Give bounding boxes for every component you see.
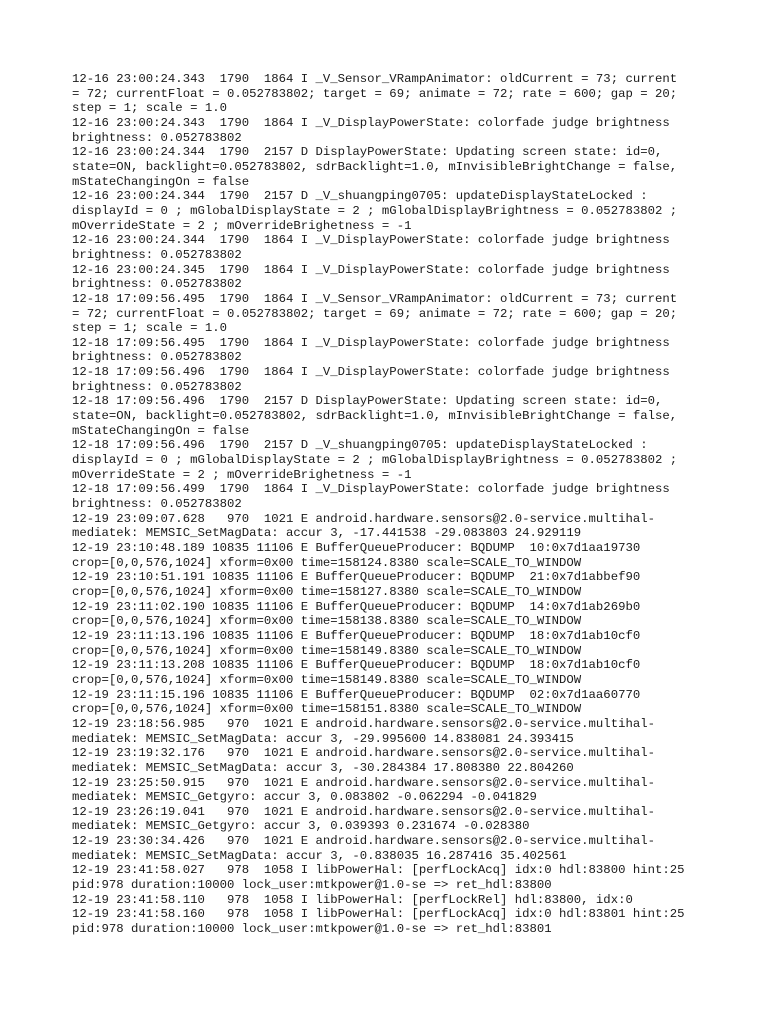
log-line: 12-19 23:41:58.027 978 1058 I libPowerHal: [perfLockAcq] idx:0 hdl:83800 hint:25 bbox=[72, 863, 685, 878]
log-line: state=ON, backlight=0.052783802, sdrBacklight=1.0, mInvisibleBrightChange = false, bbox=[72, 159, 678, 174]
log-line: 12-18 17:09:56.499 1790 1864 I _V_DisplayPowerState: colorfade judge brightness bbox=[72, 482, 670, 497]
log-line: crop=[0,0,576,1024] xform=0x00 time=158127.8380 scale=SCALE_TO_WINDOW bbox=[72, 584, 582, 599]
log-line: 12-16 23:00:24.343 1790 1864 I _V_Sensor_VRampAnimator: oldCurrent = 73; current bbox=[72, 72, 678, 86]
log-line: brightness: 0.052783802 bbox=[72, 350, 242, 365]
log-line: 12-18 17:09:56.496 1790 1864 I _V_DisplayPowerState: colorfade judge brightness bbox=[72, 365, 670, 380]
log-line: 12-19 23:41:58.110 978 1058 I libPowerHal: [perfLockRel] hdl:83800, idx:0 bbox=[72, 892, 633, 907]
log-line: displayId = 0 ; mGlobalDisplayState = 2 ; mGlobalDisplayBrightness = 0.052783802 ; bbox=[72, 203, 678, 218]
log-line: mStateChangingOn = false bbox=[72, 174, 250, 189]
log-line: brightness: 0.052783802 bbox=[72, 247, 242, 262]
log-line: step = 1; scale = 1.0 bbox=[72, 321, 227, 336]
log-line: crop=[0,0,576,1024] xform=0x00 time=158149.8380 scale=SCALE_TO_WINDOW bbox=[72, 643, 582, 658]
log-line: crop=[0,0,576,1024] xform=0x00 time=158124.8380 scale=SCALE_TO_WINDOW bbox=[72, 555, 582, 570]
log-line: step = 1; scale = 1.0 bbox=[72, 101, 227, 116]
log-line: 12-16 23:00:24.345 1790 1864 I _V_DisplayPowerState: colorfade judge brightness bbox=[72, 262, 670, 277]
log-line: 12-19 23:25:50.915 970 1021 E android.hardware.sensors@2.0-service.multihal- bbox=[72, 775, 655, 790]
log-line: 12-19 23:18:56.985 970 1021 E android.hardware.sensors@2.0-service.multihal- bbox=[72, 716, 655, 731]
log-line: mediatek: MEMSIC_SetMagData: accur 3, -17.441538 -29.083803 24.929119 bbox=[72, 526, 582, 541]
log-line: brightness: 0.052783802 bbox=[72, 277, 242, 292]
log-line: = 72; currentFloat = 0.052783802; target = 69; animate = 72; rate = 600; gap = 20; bbox=[72, 306, 678, 321]
log-line: 12-19 23:11:13.196 10835 11106 E BufferQueueProducer: BQDUMP 18:0x7d1ab10cf0 bbox=[72, 628, 641, 643]
log-line: brightness: 0.052783802 bbox=[72, 130, 242, 145]
log-line: 12-19 23:09:07.628 970 1021 E android.hardware.sensors@2.0-service.multihal- bbox=[72, 511, 655, 526]
log-line: 12-19 23:41:58.160 978 1058 I libPowerHal: [perfLockAcq] idx:0 hdl:83801 hint:25 bbox=[72, 907, 685, 922]
log-line: mStateChangingOn = false bbox=[72, 423, 250, 438]
log-line: 12-16 23:00:24.344 1790 2157 D DisplayPowerState: Updating screen state: id=0, bbox=[72, 145, 663, 160]
log-line: mediatek: MEMSIC_SetMagData: accur 3, -29.995600 14.838081 24.393415 bbox=[72, 731, 574, 746]
log-line: mediatek: MEMSIC_Getgyro: accur 3, 0.039393 0.231674 -0.028380 bbox=[72, 819, 530, 834]
log-line: mOverrideState = 2 ; mOverrideBrighetness = -1 bbox=[72, 467, 412, 482]
log-line: 12-19 23:10:51.191 10835 11106 E BufferQueueProducer: BQDUMP 21:0x7d1abbef90 bbox=[72, 570, 641, 585]
log-line: mediatek: MEMSIC_SetMagData: accur 3, -0.838035 16.287416 35.402561 bbox=[72, 848, 567, 863]
log-line: 12-18 17:09:56.495 1790 1864 I _V_Sensor_VRampAnimator: oldCurrent = 73; current bbox=[72, 291, 678, 306]
log-line: 12-16 23:00:24.343 1790 1864 I _V_DisplayPowerState: colorfade judge brightness bbox=[72, 115, 670, 130]
log-line: brightness: 0.052783802 bbox=[72, 379, 242, 394]
log-line: mediatek: MEMSIC_SetMagData: accur 3, -30.284384 17.808380 22.804260 bbox=[72, 760, 574, 775]
log-line: 12-18 17:09:56.495 1790 1864 I _V_DisplayPowerState: colorfade judge brightness bbox=[72, 335, 670, 350]
log-line: crop=[0,0,576,1024] xform=0x00 time=158138.8380 scale=SCALE_TO_WINDOW bbox=[72, 614, 582, 629]
log-line: mOverrideState = 2 ; mOverrideBrighetness = -1 bbox=[72, 218, 412, 233]
log-line: 12-19 23:19:32.176 970 1021 E android.hardware.sensors@2.0-service.multihal- bbox=[72, 746, 655, 761]
log-line: state=ON, backlight=0.052783802, sdrBacklight=1.0, mInvisibleBrightChange = false, bbox=[72, 409, 678, 424]
log-line: 12-19 23:11:13.208 10835 11106 E BufferQueueProducer: BQDUMP 18:0x7d1ab10cf0 bbox=[72, 658, 641, 673]
log-line: 12-18 17:09:56.496 1790 2157 D DisplayPowerState: Updating screen state: id=0, bbox=[72, 394, 663, 409]
log-line: 12-19 23:30:34.426 970 1021 E android.hardware.sensors@2.0-service.multihal- bbox=[72, 834, 655, 849]
log-line: 12-19 23:11:02.190 10835 11106 E BufferQueueProducer: BQDUMP 14:0x7d1ab269b0 bbox=[72, 599, 641, 614]
log-line: pid:978 duration:10000 lock_user:mtkpower@1.0-se => ret_hdl:83800 bbox=[72, 878, 552, 893]
log-line: 12-19 23:10:48.189 10835 11106 E BufferQueueProducer: BQDUMP 10:0x7d1aa19730 bbox=[72, 541, 641, 555]
log-line: brightness: 0.052783802 bbox=[72, 497, 242, 512]
log-line: pid:978 duration:10000 lock_user:mtkpower@1.0-se => ret_hdl:83801 bbox=[72, 922, 552, 937]
log-line: 12-16 23:00:24.344 1790 1864 I _V_DisplayPowerState: colorfade judge brightness bbox=[72, 233, 670, 248]
log-line: = 72; currentFloat = 0.052783802; target = 69; animate = 72; rate = 600; gap = 20; bbox=[72, 86, 678, 101]
log-line: 12-19 23:26:19.041 970 1021 E android.hardware.sensors@2.0-service.multihal- bbox=[72, 804, 655, 819]
log-line: 12-19 23:11:15.196 10835 11106 E BufferQueueProducer: BQDUMP 02:0x7d1aa60770 bbox=[72, 687, 641, 702]
log-line: mediatek: MEMSIC_Getgyro: accur 3, 0.083802 -0.062294 -0.041829 bbox=[72, 790, 537, 805]
log-line: crop=[0,0,576,1024] xform=0x00 time=158149.8380 scale=SCALE_TO_WINDOW bbox=[72, 672, 582, 687]
log-line: crop=[0,0,576,1024] xform=0x00 time=158151.8380 scale=SCALE_TO_WINDOW bbox=[72, 702, 582, 717]
log-document bbox=[72, 72, 700, 937]
log-line: 12-16 23:00:24.344 1790 2157 D _V_shuangping0705: updateDisplayStateLocked : bbox=[72, 189, 648, 204]
log-line: displayId = 0 ; mGlobalDisplayState = 2 ; mGlobalDisplayBrightness = 0.052783802 ; bbox=[72, 453, 678, 468]
log-line: 12-18 17:09:56.496 1790 2157 D _V_shuangping0705: updateDisplayStateLocked : bbox=[72, 438, 648, 453]
